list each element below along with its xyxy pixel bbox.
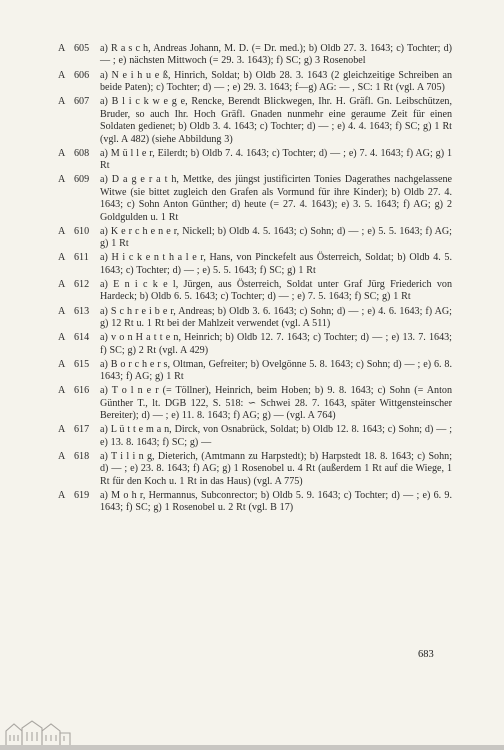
catalog-entry	[60, 332, 452, 357]
entry-text: a) B o r c h e r s, Oltman, Gefreiter; b) Ovelgönne 5. 8. 1643; c) Sohn; d) — ; e) 6. 8. 1643; f) AG; g) 1 Rt	[100, 358, 452, 383]
catalog-entry	[60, 148, 452, 173]
entry-id	[58, 424, 92, 436]
entry-text: a) S c h r e i b e r, Andreas; b) Oldb 3. 6. 1643; c) Sohn; d) — ; e) 4. 6. 1643; f) AG; g) 12 Rt u. 1 Rt bei der Mahlzeit verwendet (vgl. A 511)	[100, 305, 452, 330]
entry-text: a) T i l i n g, Dieterich, (Amtmann zu Harpstedt); b) Harpstedt 18. 8. 1643; c) Sohn; d) — ; e) 23. 8. 1643; f) AG; g) 1 Rosenobel u. 4 Rt (außerdem 1 Rt auf die Wiege, 1 Rt für den Koch u. 1 Rt in das Haus) (vgl. A 775)	[100, 450, 452, 487]
entry-prefix: A	[58, 490, 66, 502]
entry-number: 615	[74, 358, 90, 370]
library-building-logo-icon	[4, 719, 72, 746]
entry-number: 619	[74, 490, 90, 502]
page-number: 683	[418, 649, 434, 660]
entry-text: a) M ü l l e r, Eilerdt; b) Oldb 7. 4. 1643; c) Tochter; d) — ; e) 7. 4. 1643; f) AG; g) 1 Rt	[100, 147, 452, 172]
catalog-entry	[60, 226, 452, 251]
footer-rule	[0, 745, 504, 750]
entry-number: 617	[74, 424, 90, 436]
entry-id	[58, 279, 92, 291]
entry-prefix: A	[58, 147, 66, 159]
entry-id	[58, 359, 92, 371]
entry-number: 611	[74, 252, 89, 264]
entry-prefix: A	[58, 278, 66, 290]
entry-number: 618	[74, 450, 90, 462]
entry-id	[58, 226, 92, 238]
entry-number: 613	[74, 305, 90, 317]
entry-id	[58, 451, 92, 463]
entry-id	[58, 252, 92, 264]
entry-id	[58, 174, 92, 186]
entry-prefix: A	[58, 424, 66, 436]
footer-bar	[0, 717, 504, 750]
entry-id	[58, 43, 92, 55]
entry-prefix: A	[58, 174, 66, 186]
entry-prefix: A	[58, 385, 66, 397]
entry-number: 614	[74, 332, 90, 344]
catalog-entry	[60, 96, 452, 146]
catalog-entry	[60, 70, 452, 95]
entry-id	[58, 332, 92, 344]
entry-text: a) M o h r, Hermannus, Subconrector; b) Oldb 5. 9. 1643; c) Tochter; d) — ; e) 6. 9. 1643; f) SC; g) 1 Rosenobel u. 2 Rt (vgl. B 17)	[100, 490, 452, 514]
entry-number: 605	[74, 43, 90, 54]
entry-id	[58, 385, 92, 397]
entry-prefix: A	[58, 225, 66, 237]
entry-number: 612	[74, 278, 90, 290]
catalog-entry	[60, 424, 452, 449]
catalog-entry	[60, 252, 452, 277]
entry-prefix: A	[58, 358, 66, 370]
catalog-entry	[60, 174, 452, 224]
entry-number: 608	[74, 147, 90, 159]
entry-text: a) H i c k e n t h a l e r, Hans, von Pinckefelt aus Österreich, Soldat; b) Oldb 4. 5. 1643; c) Tochter; d) — ; e) 5. 5. 1643; f) SC; g) 1 Rt	[100, 252, 452, 276]
entry-text: a) D a g e r a t h, Mettke, des jüngst justificirten Tonies Dagerathes nachgelassene Witwe (sie bittet zugleich den Grafen als Vormund für ihre Kinder); b) Oldb 27. 4. 1643; c) Sohn Anton Günther; d) heute (= 27. 4. 1643); e) 3. 5. 1643; f) AG; g) 2 Goldgulden u. 1 Rt	[100, 174, 452, 223]
catalog-entry	[60, 359, 452, 384]
entry-text: a) B l i c k w e g e, Rencke, Berendt Blickwegen, Ihr. H. Gräfl. Gn. Leibschützen, Bruder, so auch Ihr. Hoch Gräfl. Gnaden nunmehr eine geraume Zeit für einen Soldaten gedienet; b) Oldb 3. 4. 1643; c) Tochter; d) — ; e) 4. 4. 1643; f) SC; g) 1 Rt (vgl. A 482) (siehe Abbildung 3)	[100, 96, 452, 145]
entry-text: a) v o n H a t t e n, Heinrich; b) Oldb 12. 7. 1643; c) Tochter; d) — ; e) 13. 7. 1643; f) SC; g) 2 Rt (vgl. A 429)	[100, 332, 452, 356]
entry-prefix: A	[58, 305, 66, 317]
entry-id	[58, 306, 92, 318]
entry-text: a) T o l n e r (= Töllner), Heinrich, beim Hoben; b) 9. 8. 1643; c) Sohn (= Anton Günther T., lt. DGB 122, S. 518: ∽ Schwei 28. 7. 1643, später Wittgensteinscher Bereiter); d) — ; e) 11. 8. 1643; f) AG; g) — (vgl. A 764)	[100, 385, 452, 422]
entry-prefix: A	[58, 96, 66, 108]
entry-prefix: A	[58, 332, 66, 344]
entry-id	[58, 490, 92, 502]
catalog-entry	[60, 279, 452, 304]
entry-prefix: A	[58, 43, 66, 54]
entry-prefix: A	[58, 252, 66, 264]
entry-list	[60, 43, 452, 517]
entry-text: a) K e r c h e n e r, Nickell; b) Oldb 4. 5. 1643; c) Sohn; d) — ; e) 5. 5. 1643; f) AG; g) 1 Rt	[100, 225, 452, 250]
entry-text: a) N e i h u e ß, Hinrich, Soldat; b) Oldb 28. 3. 1643 (2 gleichzeitige Schreiben an beide Paten); c) Tochter; d) — ; e) 29. 3. 1643; f—g) AG: — , SC: 1 Rt (vgl. A 705)	[100, 69, 452, 94]
entry-id	[58, 70, 92, 82]
catalog-entry	[60, 490, 452, 515]
entry-id	[58, 96, 92, 108]
entry-prefix: A	[58, 450, 66, 462]
entry-number: 616	[74, 385, 90, 397]
catalog-entry	[60, 385, 452, 422]
catalog-entry	[60, 43, 452, 68]
entry-text: a) E n i c k e l, Jürgen, aus Österreich, Soldat unter Graf Jürg Friederich von Hardeck; b) Oldb 6. 5. 1643; c) Tochter; d) — ; e) 7. 5. 1643; f) SC; g) 1 Rt	[100, 278, 452, 303]
entry-number: 607	[74, 96, 90, 108]
catalog-entry	[60, 306, 452, 331]
entry-number: 606	[74, 69, 90, 81]
entry-prefix: A	[58, 69, 66, 81]
entry-text: a) L ü t t e m a n, Dirck, von Osnabrück, Soldat; b) Oldb 12. 8. 1643; c) Sohn; d) — ; e) 13. 8. 1643; f) SC; g) —	[100, 424, 452, 448]
entry-number: 609	[74, 174, 90, 186]
catalog-entry	[60, 451, 452, 488]
entry-id	[58, 148, 92, 160]
entry-text: a) R a s c h, Andreas Johann, M. D. (= Dr. med.); b) Oldb 27. 3. 1643; c) Tochter; d) — ; e) nächsten Mittwoch (= 29. 3. 1643); f) SC; g) 3 Rosenobel	[100, 43, 452, 67]
entry-number: 610	[74, 225, 90, 237]
